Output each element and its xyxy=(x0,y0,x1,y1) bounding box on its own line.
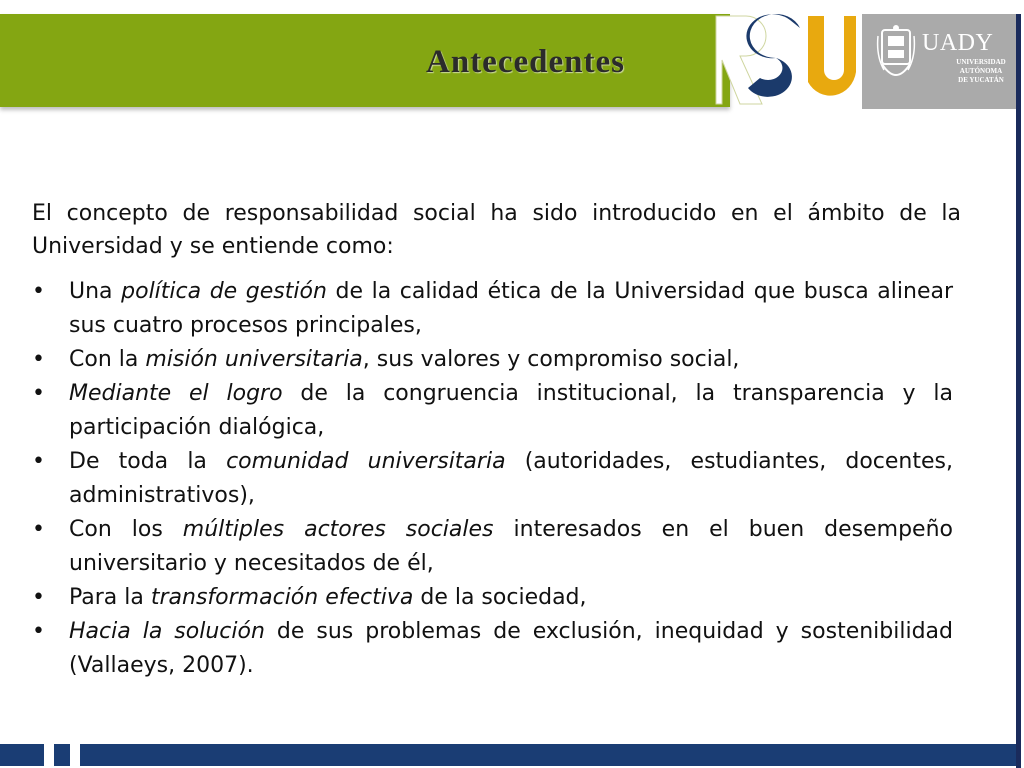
bullet-dot: • xyxy=(32,381,45,406)
bullet-item: • Mediante el logro de la congruencia institucional, la transparencia y la participación dialógica, xyxy=(32,377,961,445)
footer-accent xyxy=(44,744,54,768)
bullet-item: • Con los múltiples actores sociales interesados en el buen desempeño universitario y necesitados de él, xyxy=(32,513,961,581)
bullet-list xyxy=(32,275,961,683)
bullet-item: • Para la transformación efectiva de la sociedad, xyxy=(32,581,961,615)
bullet-item: • Una política de gestión de la calidad ética de la Universidad que busca alinear sus cuatro procesos principales, xyxy=(32,275,961,343)
bullet-dot: • xyxy=(32,347,45,372)
footer-bar xyxy=(0,744,1016,766)
bullet-dot: • xyxy=(32,517,45,542)
uady-logo xyxy=(862,14,1018,109)
uady-seal-icon xyxy=(876,24,916,88)
rsu-logo xyxy=(712,10,858,110)
slide-body xyxy=(32,197,961,683)
footer-accent xyxy=(70,744,80,768)
intro-paragraph: El concepto de responsabilidad social ha sido introducido en el ámbito de la Universidad y se entiende como: xyxy=(32,201,961,259)
uady-name: UADY xyxy=(922,30,994,56)
bullet-item: • Con la misión universitaria, sus valores y compromiso social, xyxy=(32,343,961,377)
slide-title: Antecedentes xyxy=(426,44,625,80)
bullet-dot: • xyxy=(32,585,45,610)
bullet-dot: • xyxy=(32,449,45,474)
right-edge-rule xyxy=(1016,14,1021,768)
bullet-item: • De toda la comunidad universitaria (autoridades, estudiantes, docentes, administrativos), xyxy=(32,445,961,513)
bullet-dot: • xyxy=(32,279,45,304)
bullet-dot: • xyxy=(32,619,45,644)
bullet-item: • Hacia la solución de sus problemas de exclusión, inequidad y sostenibilidad (Vallaeys, 2007). xyxy=(32,615,961,683)
uady-subtitle: UNIVERSIDAD AUTÓNOMA DE YUCATÁN xyxy=(956,58,1006,84)
